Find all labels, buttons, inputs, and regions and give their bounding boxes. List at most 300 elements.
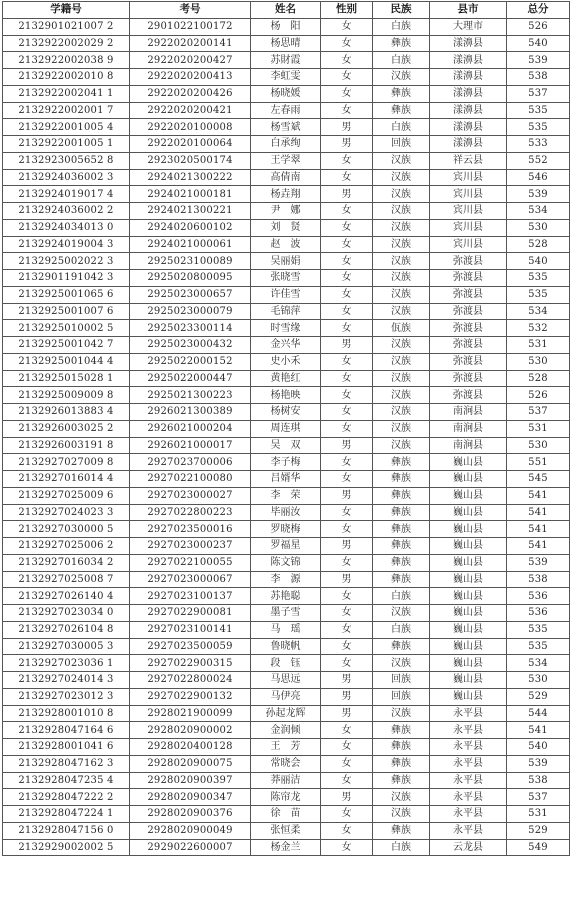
exam-no-cell: 2925023100089 — [130, 253, 251, 270]
ethnicity-cell: 汉族 — [373, 286, 430, 303]
ethnicity-cell: 汉族 — [373, 437, 430, 454]
exam-no-cell: 2928020900049 — [130, 822, 251, 839]
table-row — [3, 454, 570, 471]
county-cell: 大理市 — [430, 18, 507, 35]
exam-no-cell: 2927023700006 — [130, 454, 251, 471]
table-row — [3, 370, 570, 387]
table-row — [3, 420, 570, 437]
county-cell: 宾川县 — [430, 219, 507, 236]
name-cell: 黄艳红 — [251, 370, 321, 387]
exam-no-cell: 2922020100064 — [130, 136, 251, 153]
gender-cell: 女 — [321, 806, 373, 823]
header-row — [3, 2, 570, 19]
county-cell: 巍山县 — [430, 688, 507, 705]
ethnicity-cell: 汉族 — [373, 404, 430, 421]
exam-no-cell: 2924021000061 — [130, 236, 251, 253]
county-cell: 巍山县 — [430, 605, 507, 622]
county-cell: 巍山县 — [430, 621, 507, 638]
student-id-cell: 2132927023012 3 — [3, 688, 130, 705]
student-id-cell: 2132927025008 7 — [3, 571, 130, 588]
table-row — [3, 739, 570, 756]
name-cell: 马思远 — [251, 672, 321, 689]
ethnicity-cell: 汉族 — [373, 253, 430, 270]
county-cell: 弥渡县 — [430, 337, 507, 354]
total-score-cell: 531 — [507, 337, 570, 354]
ethnicity-cell: 彝族 — [373, 772, 430, 789]
student-id-cell: 2132922002001 7 — [3, 102, 130, 119]
table-row — [3, 437, 570, 454]
name-cell: 罗晓梅 — [251, 521, 321, 538]
county-cell: 云龙县 — [430, 839, 507, 856]
student-id-cell: 2132927025009 6 — [3, 487, 130, 504]
county-cell: 漾濞县 — [430, 102, 507, 119]
table-row — [3, 69, 570, 86]
exam-no-cell: 2923020500174 — [130, 152, 251, 169]
student-id-cell: 2132925001044 4 — [3, 353, 130, 370]
student-id-cell: 2132927016014 4 — [3, 471, 130, 488]
table-row — [3, 554, 570, 571]
total-score-cell: 539 — [507, 52, 570, 69]
exam-no-cell: 2927022800223 — [130, 504, 251, 521]
county-cell: 巍山县 — [430, 571, 507, 588]
student-id-cell: 2132928047156 0 — [3, 822, 130, 839]
name-cell: 李 源 — [251, 571, 321, 588]
county-cell: 巍山县 — [430, 504, 507, 521]
student-id-cell: 2132929002002 5 — [3, 839, 130, 856]
ethnicity-cell: 彝族 — [373, 504, 430, 521]
gender-cell: 男 — [321, 688, 373, 705]
county-cell: 宾川县 — [430, 203, 507, 220]
gender-cell: 男 — [321, 487, 373, 504]
name-cell: 许佳雪 — [251, 286, 321, 303]
ethnicity-cell: 彝族 — [373, 755, 430, 772]
county-cell: 巍山县 — [430, 538, 507, 555]
gender-cell: 女 — [321, 420, 373, 437]
table-row — [3, 353, 570, 370]
name-cell: 杨思晴 — [251, 35, 321, 52]
table-row — [3, 270, 570, 287]
ethnicity-cell: 彝族 — [373, 102, 430, 119]
student-id-cell: 2132927024014 3 — [3, 672, 130, 689]
student-id-cell: 2132927027009 8 — [3, 454, 130, 471]
total-score-cell: 534 — [507, 303, 570, 320]
student-id-cell: 2132928001041 6 — [3, 739, 130, 756]
county-cell: 弥渡县 — [430, 353, 507, 370]
gender-cell: 女 — [321, 638, 373, 655]
name-cell: 徐 苗 — [251, 806, 321, 823]
exam-no-cell: 2927023100141 — [130, 621, 251, 638]
total-score-cell: 551 — [507, 454, 570, 471]
name-cell: 苏艳聪 — [251, 588, 321, 605]
total-score-cell: 538 — [507, 69, 570, 86]
county-cell: 南涧县 — [430, 420, 507, 437]
exam-no-cell: 2929022600007 — [130, 839, 251, 856]
ethnicity-cell: 彝族 — [373, 722, 430, 739]
ethnicity-cell: 汉族 — [373, 789, 430, 806]
county-cell: 弥渡县 — [430, 303, 507, 320]
exam-no-cell: 2924021300222 — [130, 169, 251, 186]
ethnicity-cell: 汉族 — [373, 337, 430, 354]
gender-cell: 男 — [321, 538, 373, 555]
county-cell: 漾濞县 — [430, 69, 507, 86]
table-row — [3, 688, 570, 705]
exam-no-cell: 2927022900132 — [130, 688, 251, 705]
name-cell: 高倩南 — [251, 169, 321, 186]
name-cell: 墨子雪 — [251, 605, 321, 622]
table-row — [3, 538, 570, 555]
ethnicity-cell: 汉族 — [373, 169, 430, 186]
county-cell: 永平县 — [430, 705, 507, 722]
table-row — [3, 471, 570, 488]
student-id-cell: 2132922001005 1 — [3, 136, 130, 153]
total-score-cell: 539 — [507, 554, 570, 571]
county-cell: 宾川县 — [430, 169, 507, 186]
table-row — [3, 320, 570, 337]
total-score-cell: 537 — [507, 85, 570, 102]
exam-no-cell: 2925023000657 — [130, 286, 251, 303]
total-score-cell: 540 — [507, 253, 570, 270]
ethnicity-cell: 回族 — [373, 672, 430, 689]
ethnicity-cell: 彝族 — [373, 554, 430, 571]
student-id-cell: 2132925002022 3 — [3, 253, 130, 270]
student-id-cell: 2132925009009 8 — [3, 387, 130, 404]
gender-cell: 女 — [321, 353, 373, 370]
exam-no-cell: 2926021300389 — [130, 404, 251, 421]
county-cell: 漾濞县 — [430, 136, 507, 153]
student-id-cell: 2132924036002 3 — [3, 169, 130, 186]
ethnicity-cell: 汉族 — [373, 219, 430, 236]
gender-cell: 男 — [321, 186, 373, 203]
gender-cell: 女 — [321, 772, 373, 789]
total-score-cell: 552 — [507, 152, 570, 169]
ethnicity-cell: 白族 — [373, 621, 430, 638]
header-student-id: 学籍号 — [3, 2, 130, 19]
gender-cell: 男 — [321, 571, 373, 588]
name-cell: 杨雪斌 — [251, 119, 321, 136]
table-row — [3, 102, 570, 119]
student-id-cell: 2132927025006 2 — [3, 538, 130, 555]
student-id-cell: 2132924019004 3 — [3, 236, 130, 253]
name-cell: 李 荣 — [251, 487, 321, 504]
ethnicity-cell: 彝族 — [373, 571, 430, 588]
table-row — [3, 588, 570, 605]
gender-cell: 男 — [321, 119, 373, 136]
county-cell: 南涧县 — [430, 404, 507, 421]
table-row — [3, 504, 570, 521]
total-score-cell: 541 — [507, 521, 570, 538]
ethnicity-cell: 汉族 — [373, 186, 430, 203]
gender-cell: 女 — [321, 739, 373, 756]
ethnicity-cell: 彝族 — [373, 471, 430, 488]
total-score-cell: 536 — [507, 605, 570, 622]
name-cell: 鲁晓帆 — [251, 638, 321, 655]
student-id-cell: 2132928047164 6 — [3, 722, 130, 739]
ethnicity-cell: 汉族 — [373, 353, 430, 370]
gender-cell: 女 — [321, 320, 373, 337]
student-id-cell: 2132922002010 8 — [3, 69, 130, 86]
exam-no-cell: 2928021900099 — [130, 705, 251, 722]
exam-no-cell: 2925023300114 — [130, 320, 251, 337]
student-id-cell: 2132924034013 0 — [3, 219, 130, 236]
total-score-cell: 546 — [507, 169, 570, 186]
county-cell: 永平县 — [430, 789, 507, 806]
gender-cell: 女 — [321, 370, 373, 387]
county-cell: 巍山县 — [430, 672, 507, 689]
ethnicity-cell: 汉族 — [373, 152, 430, 169]
name-cell: 马伊亮 — [251, 688, 321, 705]
student-id-cell: 2132922002038 9 — [3, 52, 130, 69]
ethnicity-cell: 汉族 — [373, 303, 430, 320]
total-score-cell: 539 — [507, 186, 570, 203]
exam-no-cell: 2927023100137 — [130, 588, 251, 605]
gender-cell: 男 — [321, 437, 373, 454]
total-score-cell: 530 — [507, 353, 570, 370]
name-cell: 杨垚翔 — [251, 186, 321, 203]
student-id-cell: 2132928047224 1 — [3, 806, 130, 823]
name-cell: 杨树安 — [251, 404, 321, 421]
exam-no-cell: 2927023000027 — [130, 487, 251, 504]
student-id-cell: 2132927026140 4 — [3, 588, 130, 605]
student-id-cell: 2132925001042 7 — [3, 337, 130, 354]
header-total-score: 总分 — [507, 2, 570, 19]
name-cell: 吴丽娟 — [251, 253, 321, 270]
student-id-cell: 2132922001005 4 — [3, 119, 130, 136]
ethnicity-cell: 白族 — [373, 52, 430, 69]
name-cell: 史小禾 — [251, 353, 321, 370]
total-score-cell: 535 — [507, 270, 570, 287]
gender-cell: 女 — [321, 588, 373, 605]
total-score-cell: 529 — [507, 688, 570, 705]
table-row — [3, 303, 570, 320]
ethnicity-cell: 汉族 — [373, 370, 430, 387]
county-cell: 漾濞县 — [430, 85, 507, 102]
exam-no-cell: 2925020800095 — [130, 270, 251, 287]
total-score-cell: 531 — [507, 806, 570, 823]
county-cell: 巍山县 — [430, 471, 507, 488]
table-row — [3, 571, 570, 588]
name-cell: 杨艳映 — [251, 387, 321, 404]
county-cell: 弥渡县 — [430, 286, 507, 303]
ethnicity-cell: 彝族 — [373, 638, 430, 655]
ethnicity-cell: 白族 — [373, 18, 430, 35]
table-row — [3, 52, 570, 69]
ethnicity-cell: 回族 — [373, 136, 430, 153]
gender-cell: 女 — [321, 270, 373, 287]
total-score-cell: 532 — [507, 320, 570, 337]
name-cell: 王学翠 — [251, 152, 321, 169]
name-cell: 毛锦萍 — [251, 303, 321, 320]
total-score-cell: 539 — [507, 755, 570, 772]
student-id-cell: 2132924036002 2 — [3, 203, 130, 220]
total-score-cell: 540 — [507, 739, 570, 756]
table-row — [3, 236, 570, 253]
table-row — [3, 203, 570, 220]
gender-cell: 女 — [321, 454, 373, 471]
county-cell: 南涧县 — [430, 437, 507, 454]
student-id-cell: 2132928047162 3 — [3, 755, 130, 772]
gender-cell: 男 — [321, 136, 373, 153]
gender-cell: 女 — [321, 554, 373, 571]
name-cell: 周连琪 — [251, 420, 321, 437]
county-cell: 弥渡县 — [430, 253, 507, 270]
county-cell: 弥渡县 — [430, 320, 507, 337]
student-id-cell: 2132901191042 3 — [3, 270, 130, 287]
total-score-cell: 538 — [507, 772, 570, 789]
ethnicity-cell: 汉族 — [373, 203, 430, 220]
student-id-cell: 2132927016034 2 — [3, 554, 130, 571]
ethnicity-cell: 白族 — [373, 119, 430, 136]
ethnicity-cell: 汉族 — [373, 605, 430, 622]
table-row — [3, 839, 570, 856]
total-score-cell: 535 — [507, 119, 570, 136]
total-score-cell: 531 — [507, 420, 570, 437]
gender-cell: 女 — [321, 621, 373, 638]
name-cell: 杨金兰 — [251, 839, 321, 856]
total-score-cell: 533 — [507, 136, 570, 153]
table-row — [3, 772, 570, 789]
gender-cell: 女 — [321, 504, 373, 521]
student-id-cell: 2132925015028 1 — [3, 370, 130, 387]
student-id-cell: 2132928001010 8 — [3, 705, 130, 722]
exam-no-cell: 2922020100008 — [130, 119, 251, 136]
table-row — [3, 119, 570, 136]
exam-no-cell: 2927022800024 — [130, 672, 251, 689]
gender-cell: 女 — [321, 387, 373, 404]
county-cell: 巍山县 — [430, 655, 507, 672]
county-cell: 宾川县 — [430, 186, 507, 203]
ethnicity-cell: 彝族 — [373, 454, 430, 471]
name-cell: 时雪缘 — [251, 320, 321, 337]
student-id-cell: 2132927030000 5 — [3, 521, 130, 538]
gender-cell: 男 — [321, 337, 373, 354]
county-cell: 永平县 — [430, 755, 507, 772]
gender-cell: 女 — [321, 52, 373, 69]
student-id-cell: 2132927026104 8 — [3, 621, 130, 638]
exam-no-cell: 2924021000181 — [130, 186, 251, 203]
ethnicity-cell: 彝族 — [373, 739, 430, 756]
total-score-cell: 530 — [507, 672, 570, 689]
table-row — [3, 487, 570, 504]
table-row — [3, 253, 570, 270]
exam-no-cell: 2928020900075 — [130, 755, 251, 772]
exam-no-cell: 2926021000017 — [130, 437, 251, 454]
name-cell: 马 瑶 — [251, 621, 321, 638]
gender-cell: 女 — [321, 169, 373, 186]
county-cell: 永平县 — [430, 739, 507, 756]
county-cell: 永平县 — [430, 806, 507, 823]
name-cell: 杨 阳 — [251, 18, 321, 35]
gender-cell: 女 — [321, 253, 373, 270]
ethnicity-cell: 回族 — [373, 688, 430, 705]
county-cell: 漾濞县 — [430, 35, 507, 52]
exam-no-cell: 2927022900081 — [130, 605, 251, 622]
ethnicity-cell: 汉族 — [373, 270, 430, 287]
name-cell: 苏財霞 — [251, 52, 321, 69]
student-id-cell: 2132925010002 5 — [3, 320, 130, 337]
total-score-cell: 529 — [507, 822, 570, 839]
name-cell: 陈帘龙 — [251, 789, 321, 806]
gender-cell: 女 — [321, 219, 373, 236]
name-cell: 杨晓媛 — [251, 85, 321, 102]
student-id-cell: 2132925001065 6 — [3, 286, 130, 303]
county-cell: 漾濞县 — [430, 119, 507, 136]
student-id-cell: 2132926013883 4 — [3, 404, 130, 421]
county-cell: 巍山县 — [430, 521, 507, 538]
total-score-cell: 535 — [507, 621, 570, 638]
name-cell: 陈文锦 — [251, 554, 321, 571]
ethnicity-cell: 彝族 — [373, 822, 430, 839]
exam-no-cell: 2927023000067 — [130, 571, 251, 588]
exam-no-cell: 2927022100080 — [130, 471, 251, 488]
gender-cell: 女 — [321, 605, 373, 622]
total-score-cell: 528 — [507, 370, 570, 387]
ethnicity-cell: 白族 — [373, 588, 430, 605]
county-cell: 巍山县 — [430, 588, 507, 605]
exam-no-cell: 2924021300221 — [130, 203, 251, 220]
exam-no-cell: 2927023500016 — [130, 521, 251, 538]
exam-no-cell: 2928020900002 — [130, 722, 251, 739]
header-gender: 性别 — [321, 2, 373, 19]
county-cell: 漾濞县 — [430, 52, 507, 69]
name-cell: 常晓会 — [251, 755, 321, 772]
ethnicity-cell: 汉族 — [373, 420, 430, 437]
table-row — [3, 621, 570, 638]
total-score-cell: 537 — [507, 404, 570, 421]
name-cell: 吕婿华 — [251, 471, 321, 488]
ethnicity-cell: 彝族 — [373, 85, 430, 102]
table-row — [3, 722, 570, 739]
total-score-cell: 528 — [507, 236, 570, 253]
county-cell: 祥云县 — [430, 152, 507, 169]
total-score-cell: 536 — [507, 588, 570, 605]
gender-cell: 女 — [321, 35, 373, 52]
table-row — [3, 286, 570, 303]
name-cell: 吴 双 — [251, 437, 321, 454]
student-id-cell: 2132926003191 8 — [3, 437, 130, 454]
exam-no-cell: 2901022100172 — [130, 18, 251, 35]
name-cell: 李虹雯 — [251, 69, 321, 86]
score-table — [2, 1, 570, 856]
exam-no-cell: 2925023000079 — [130, 303, 251, 320]
table-row — [3, 18, 570, 35]
ethnicity-cell: 彝族 — [373, 487, 430, 504]
gender-cell: 女 — [321, 471, 373, 488]
gender-cell: 女 — [321, 286, 373, 303]
gender-cell: 女 — [321, 203, 373, 220]
ethnicity-cell: 汉族 — [373, 387, 430, 404]
exam-no-cell: 2925023000432 — [130, 337, 251, 354]
student-id-cell: 2132928047222 2 — [3, 789, 130, 806]
total-score-cell: 535 — [507, 286, 570, 303]
exam-no-cell: 2925022000152 — [130, 353, 251, 370]
exam-no-cell: 2924020600102 — [130, 219, 251, 236]
exam-no-cell: 2922020200426 — [130, 85, 251, 102]
gender-cell: 女 — [321, 236, 373, 253]
table-row — [3, 521, 570, 538]
table-row — [3, 169, 570, 186]
gender-cell: 男 — [321, 789, 373, 806]
header-name: 姓名 — [251, 2, 321, 19]
ethnicity-cell: 彝族 — [373, 538, 430, 555]
student-id-cell: 2132928047235 4 — [3, 772, 130, 789]
exam-no-cell: 2928020400128 — [130, 739, 251, 756]
gender-cell: 男 — [321, 672, 373, 689]
student-id-cell: 2132901021007 2 — [3, 18, 130, 35]
name-cell: 白承绚 — [251, 136, 321, 153]
exam-no-cell: 2922020200141 — [130, 35, 251, 52]
county-cell: 巍山县 — [430, 487, 507, 504]
total-score-cell: 530 — [507, 219, 570, 236]
